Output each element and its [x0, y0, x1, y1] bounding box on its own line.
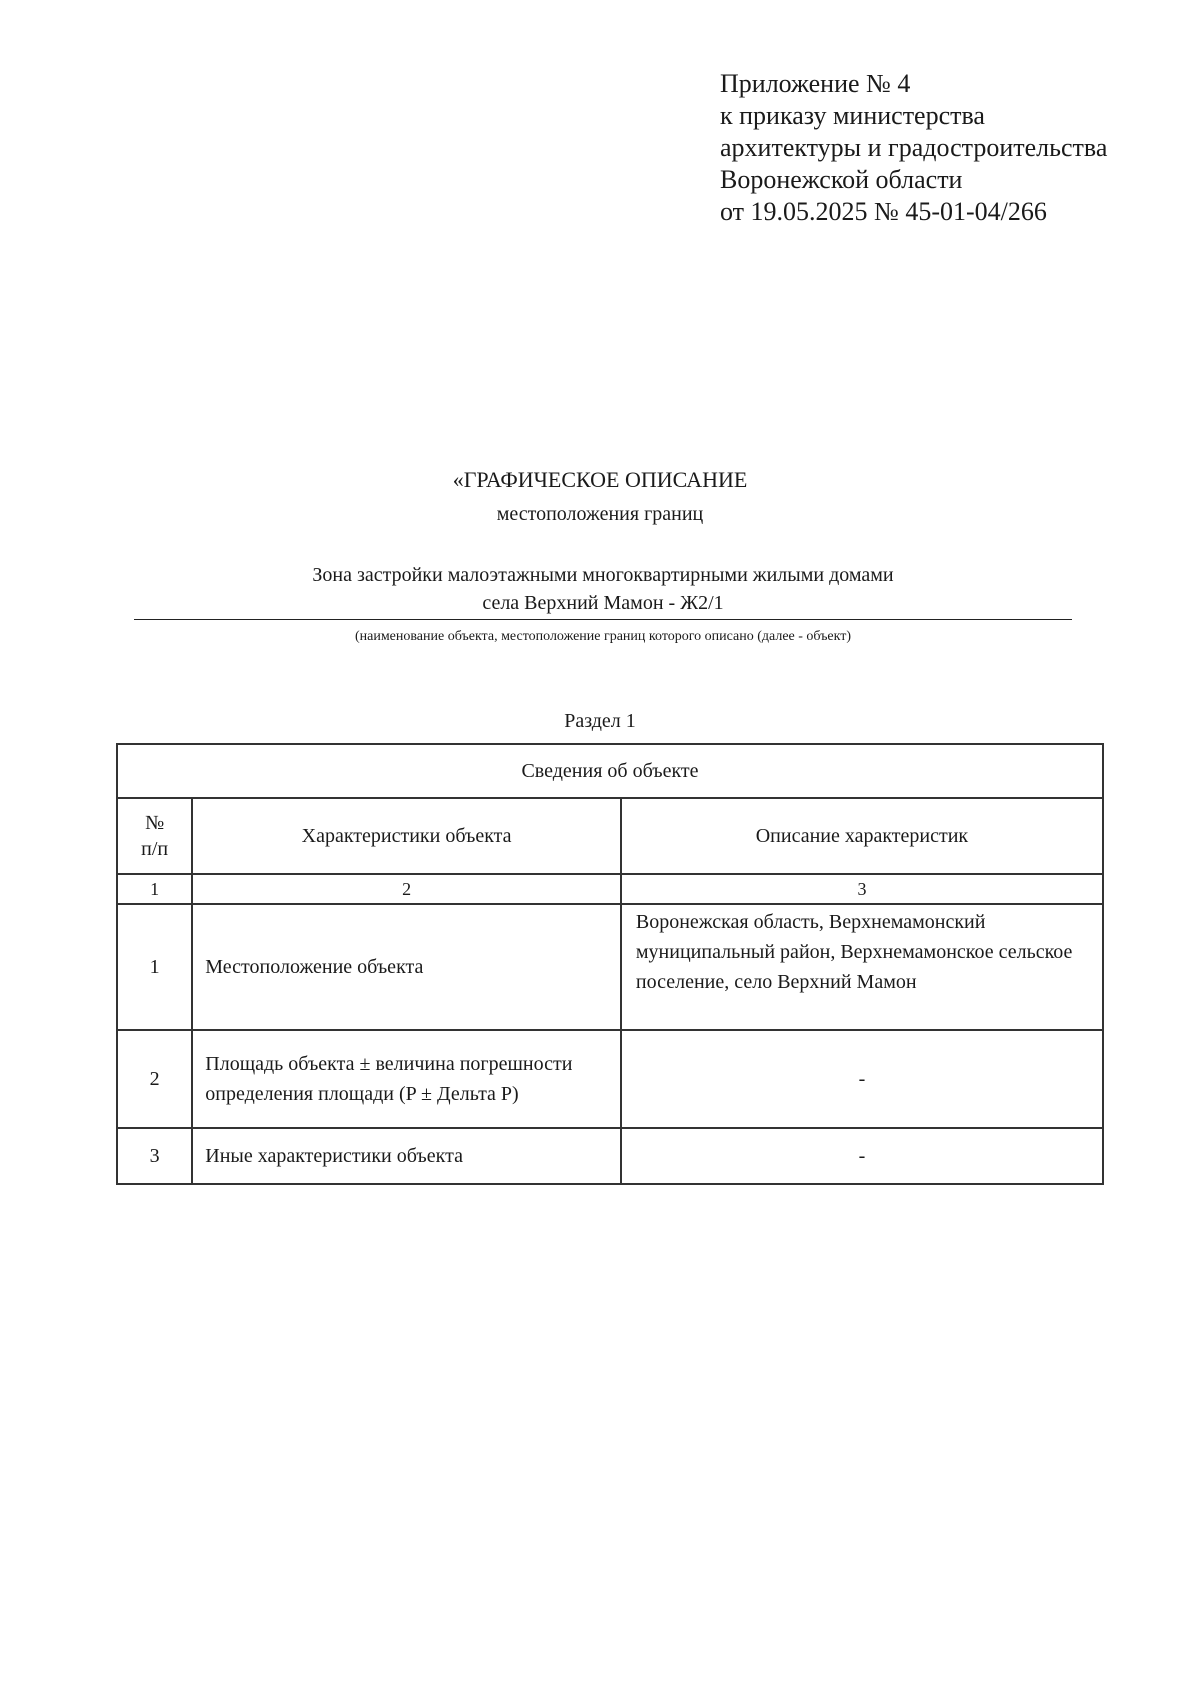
row-description: - — [621, 1128, 1103, 1184]
row-characteristic: Местоположение объекта — [192, 904, 621, 1030]
row-characteristic: Иные характеристики объекта — [192, 1128, 621, 1184]
row-description: - — [621, 1030, 1103, 1128]
table-title: Сведения об объекте — [117, 744, 1103, 798]
row-characteristic: Площадь объекта ± величина погрешности определения площади (P ± Дельта P) — [192, 1030, 621, 1128]
row-number: 1 — [117, 904, 192, 1030]
appendix-block — [720, 68, 1107, 228]
appendix-line: Приложение № 4 — [720, 69, 911, 98]
header-characteristics: Характеристики объекта — [192, 798, 621, 874]
column-index: 2 — [192, 874, 621, 904]
object-name-line: села Верхний Мамон - Ж2/1 — [482, 592, 724, 614]
column-index: 3 — [621, 874, 1103, 904]
column-index-row — [117, 874, 1103, 904]
section-label: Раздел 1 — [564, 710, 636, 732]
appendix-line: архитектуры и градостроительства — [720, 133, 1108, 162]
column-index: 1 — [117, 874, 192, 904]
appendix-date-number: от 19.05.2025 № 45-01-04/266 — [720, 197, 1047, 226]
object-name-line: Зона застройки малоэтажными многоквартирными жилыми домами — [312, 564, 894, 586]
document-subtitle: местоположения границ — [496, 503, 704, 525]
row-number: 2 — [117, 1030, 192, 1128]
row-number: 3 — [117, 1128, 192, 1184]
object-caption: (наименование объекта, местоположение границ которого описано (далее - объект) — [354, 629, 852, 644]
row-description: Воронежская область, Верхнемамонский муниципальный район, Верхнемамонское сельское поселение, село Верхний Мамон — [621, 904, 1103, 1030]
document-title: «ГРАФИЧЕСКОЕ ОПИСАНИЕ — [452, 467, 748, 492]
object-info-table — [116, 743, 1104, 1185]
table-header-row — [117, 798, 1103, 874]
object-name — [134, 561, 1072, 620]
appendix-line: к приказу министерства — [720, 101, 985, 130]
table-row — [117, 1030, 1103, 1128]
table-row — [117, 904, 1103, 1030]
header-number-abbr: п/п — [141, 838, 169, 860]
table-row — [117, 1128, 1103, 1184]
header-description: Описание характеристик — [621, 798, 1103, 874]
header-number-sign: № — [145, 812, 165, 834]
appendix-line: Воронежской области — [720, 165, 963, 194]
header-number — [117, 798, 192, 874]
